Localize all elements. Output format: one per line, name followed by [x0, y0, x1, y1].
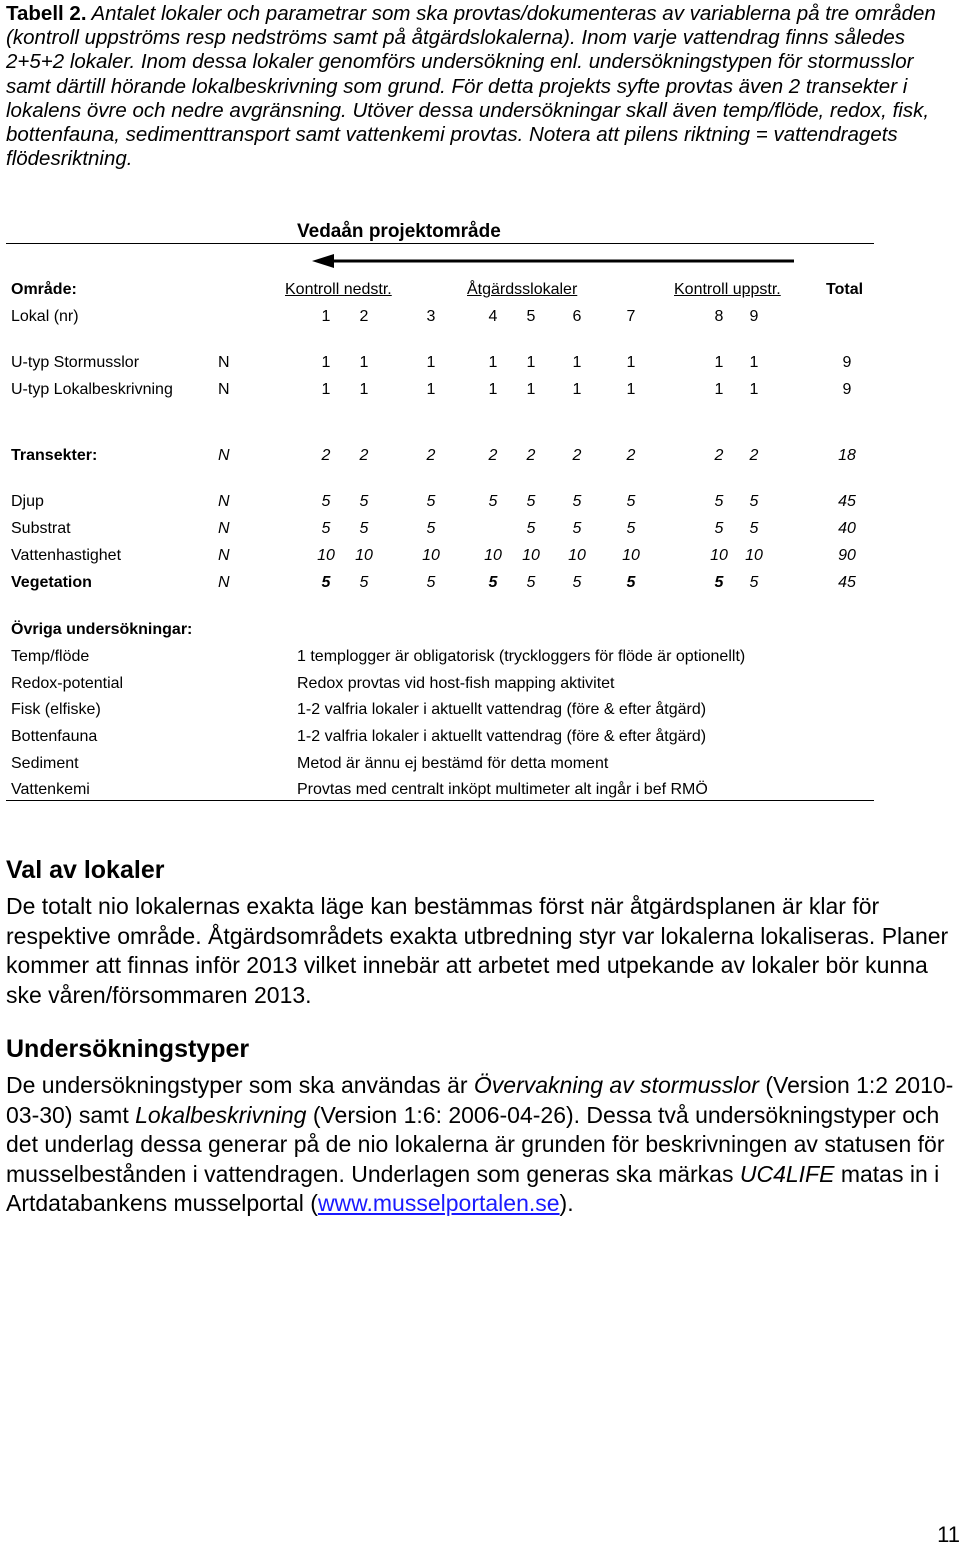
table-cell: 10 — [568, 547, 586, 564]
table-row — [0, 380, 960, 404]
table-cell: 10 — [317, 547, 335, 564]
table-cell: 5 — [626, 574, 636, 591]
table-cell: 1 — [426, 381, 436, 398]
title-underline — [6, 243, 874, 244]
emphasis-project-code: UC4LIFE — [739, 1160, 835, 1187]
other-item-label: Sediment — [11, 755, 79, 772]
total-label: Total — [826, 281, 864, 298]
table-cell: 5 — [526, 493, 536, 510]
table-cell: 1 — [321, 381, 331, 398]
row-label: U-typ Lokalbeskrivning — [11, 381, 173, 398]
flow-direction-arrow-icon — [312, 253, 794, 269]
table-cell: 5 — [488, 493, 498, 510]
group-control-upstream: Kontroll uppstr. — [674, 281, 781, 298]
table-cell: 1 — [488, 381, 498, 398]
row-total: 9 — [842, 354, 852, 371]
table-cell: 5 — [526, 574, 536, 591]
page-number: 11 — [937, 1522, 960, 1547]
table-cell: 1 — [749, 354, 759, 371]
row-total: 90 — [838, 547, 856, 564]
table-row — [0, 353, 960, 377]
other-item-label: Redox-potential — [11, 675, 124, 692]
table-cell: 5 — [749, 493, 759, 510]
group-control-downstream: Kontroll nedstr. — [285, 281, 392, 298]
table-cell: 2 — [572, 447, 582, 464]
other-row — [0, 674, 960, 698]
other-label: Övriga undersökningar: — [11, 621, 193, 638]
row-label: Djup — [11, 493, 44, 510]
text-run: (Version 1:6: 2006-04-26). Dessa två undersökningstyper och det underlag dessa generar på de nio lokalerna är grunden för beskrivningen av statusen för musselbestånden i vattendragen. Underlagen som generas ska märkas — [6, 1101, 945, 1187]
section-heading-site-selection: Val av lokaler — [6, 856, 165, 884]
table-cell: 1 — [626, 354, 636, 371]
table-cell: 10 — [622, 547, 640, 564]
table-cell: 5 — [426, 520, 436, 537]
musselportalen-link[interactable]: www.musselportalen.se — [317, 1190, 560, 1216]
text-run: (Version 1:2 2010-03-30) samt — [6, 1072, 954, 1128]
table-cell: 2 — [749, 447, 759, 464]
project-title: Vedaån projektområde — [297, 221, 501, 242]
table-cell: 5 — [572, 574, 582, 591]
row-total: 9 — [842, 381, 852, 398]
table-row — [0, 546, 960, 570]
table-cell: 10 — [522, 547, 540, 564]
table-cell: 1 — [714, 354, 724, 371]
table-cell: 1 — [526, 354, 536, 371]
table-cell: 5 — [488, 574, 498, 591]
table-cell: 5 — [714, 574, 724, 591]
row-label: Substrat — [11, 520, 71, 537]
table-cell: 10 — [745, 547, 763, 564]
other-row — [0, 700, 960, 724]
table-cell: 5 — [626, 520, 636, 537]
table-cell: 5 — [426, 574, 436, 591]
site-number: 3 — [426, 308, 436, 325]
emphasis-survey-name: Övervakning av stormusslor — [473, 1072, 759, 1098]
other-item-desc: 1-2 valfria lokaler i aktuellt vattendrag (före & efter åtgärd) — [297, 701, 707, 718]
table-cell: 2 — [626, 447, 636, 464]
table-cell: 2 — [526, 447, 536, 464]
table-cell: 1 — [359, 381, 369, 398]
table-cell: 1 — [321, 354, 331, 371]
table-cell: 5 — [321, 574, 331, 591]
other-item-label: Temp/flöde — [11, 648, 90, 665]
site-number: 6 — [572, 308, 582, 325]
area-header-row — [0, 280, 960, 304]
row-n: N — [218, 493, 230, 510]
site-number-label: Lokal (nr) — [11, 308, 79, 325]
other-header — [0, 620, 960, 644]
table-row — [0, 519, 960, 543]
row-n: N — [218, 381, 230, 398]
row-label: U-typ Stormusslor — [11, 354, 140, 371]
row-total: 45 — [838, 493, 856, 510]
table-cell: 5 — [714, 520, 724, 537]
row-label: Vattenhastighet — [11, 547, 122, 564]
site-number: 4 — [488, 308, 498, 325]
row-label: Transekter: — [11, 447, 98, 464]
other-item-desc: Provtas med centralt inköpt multimeter alt ingår i bef RMÖ — [297, 781, 708, 798]
table-cell: 1 — [572, 354, 582, 371]
site-selection-paragraph: De totalt nio lokalernas exakta läge kan bestämmas först när åtgärdsplanen är klar för respektive område. Åtgärdsområdets exakta utbredning styr var lokalerna lokaliseras. Planer kommer att finnas inför 2013 vilket innebär att arbetet med utpekande av lokaler bör kunna ske våren/försommaren 2013. — [6, 893, 949, 1008]
table-cell: 5 — [749, 520, 759, 537]
table-cell: 5 — [359, 493, 369, 510]
table-bottom-rule — [6, 800, 874, 801]
table-cell: 1 — [359, 354, 369, 371]
table-cell: 5 — [426, 493, 436, 510]
table-cell: 1 — [714, 381, 724, 398]
table-cell: 5 — [359, 574, 369, 591]
table-cell: 5 — [321, 520, 331, 537]
site-number: 1 — [321, 308, 331, 325]
site-number: 7 — [626, 308, 636, 325]
row-n: N — [218, 354, 230, 371]
other-item-desc: Metod är ännu ej bestämd för detta moment — [297, 755, 609, 772]
table-cell: 5 — [572, 493, 582, 510]
table-cell: 10 — [710, 547, 728, 564]
site-number: 9 — [749, 308, 759, 325]
table-cell: 2 — [426, 447, 436, 464]
caption-text: Antalet lokaler och parametrar som ska provtas/dokumenteras av variablerna på tre områden (kontroll uppströms resp nedströms samt på åtgärdslokalerna). Inom varje vattendrag finns således 2+5+2 lokaler. Inom dessa lokaler genomförs undersökning enl. undersökningstypen för stormusslor samt därtill hörande lokalbeskrivning som grund. För detta projekts syfte provtas även 2 transekter i lokalens övre och nedre avgränsning. Utöver dessa undersökningar skall även temp/flöde, redox, fisk, bottenfauna, sedimenttransport samt vattenkemi provtas. Notera att pilens riktning = vattendragets flödesriktning. — [6, 2, 936, 171]
row-total: 40 — [838, 520, 856, 537]
table-row — [0, 446, 960, 470]
table-row — [0, 573, 960, 597]
site-number: 5 — [526, 308, 536, 325]
site-number: 2 — [359, 308, 369, 325]
caption-label: Tabell 2. — [6, 2, 87, 25]
group-action-sites: Åtgärdsslokaler — [467, 281, 578, 298]
table-cell: 2 — [488, 447, 498, 464]
table-cell: 2 — [321, 447, 331, 464]
table-cell: 5 — [714, 493, 724, 510]
table-caption — [6, 2, 954, 171]
table-cell: 1 — [426, 354, 436, 371]
other-row — [0, 727, 960, 751]
other-item-label: Vattenkemi — [11, 781, 90, 798]
row-total: 18 — [838, 447, 856, 464]
other-row — [0, 647, 960, 671]
other-row — [0, 754, 960, 778]
row-n: N — [218, 574, 230, 591]
text-run: matas in i Artdatabankens musselportal ( — [6, 1160, 940, 1216]
other-item-desc: Redox provtas vid host-fish mapping aktivitet — [297, 675, 615, 692]
table-cell: 2 — [359, 447, 369, 464]
row-total: 45 — [838, 574, 856, 591]
table-cell: 1 — [572, 381, 582, 398]
emphasis-survey-name: Lokalbeskrivning — [135, 1101, 307, 1128]
survey-types-paragraph — [6, 1071, 954, 1219]
table-row — [0, 492, 960, 516]
table-cell: 5 — [526, 520, 536, 537]
text-run: De undersökningstyper som ska användas är — [6, 1072, 474, 1098]
table-cell: 5 — [572, 520, 582, 537]
site-number-row — [0, 307, 960, 331]
table-cell: 5 — [359, 520, 369, 537]
table-cell: 10 — [422, 547, 440, 564]
text-run: ). — [559, 1190, 574, 1216]
section-heading-survey-types: Undersökningstyper — [6, 1035, 250, 1063]
table-cell: 10 — [484, 547, 502, 564]
row-n: N — [218, 520, 230, 537]
table-cell: 1 — [526, 381, 536, 398]
area-label: Område: — [11, 281, 77, 298]
table-cell: 1 — [488, 354, 498, 371]
table-cell: 1 — [626, 381, 636, 398]
table-cell: 5 — [626, 493, 636, 510]
row-n: N — [218, 447, 230, 464]
row-n: N — [218, 547, 230, 564]
other-item-label: Fisk (elfiske) — [11, 701, 101, 718]
other-item-desc: 1-2 valfria lokaler i aktuellt vattendrag (före & efter åtgärd) — [297, 728, 707, 745]
table-cell: 5 — [321, 493, 331, 510]
other-item-desc: 1 templogger är obligatorisk (tryckloggers för flöde är optionellt) — [297, 648, 746, 665]
table-cell: 1 — [749, 381, 759, 398]
table-cell: 10 — [355, 547, 373, 564]
other-item-label: Bottenfauna — [11, 728, 98, 745]
table-cell: 5 — [749, 574, 759, 591]
site-number: 8 — [714, 308, 724, 325]
row-label: Vegetation — [11, 574, 92, 591]
table-cell: 2 — [714, 447, 724, 464]
